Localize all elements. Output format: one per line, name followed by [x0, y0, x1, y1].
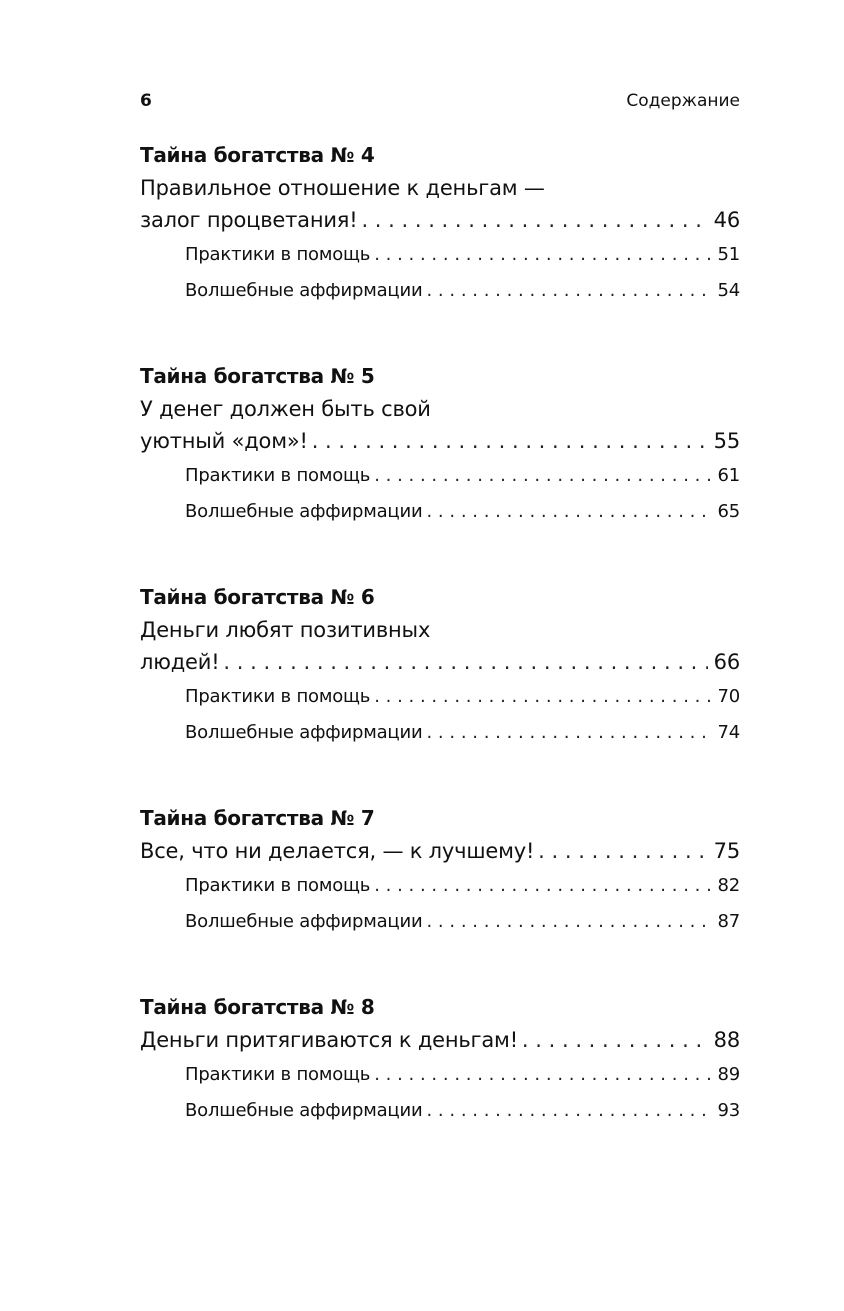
- page-ref: 89: [717, 1064, 740, 1085]
- subentry-title: Волшебные аффирмации: [185, 911, 423, 932]
- subentry-title: Практики в помощь: [185, 875, 371, 896]
- chapter-title: Деньги притягиваются к деньгам!: [140, 1028, 518, 1052]
- toc-subentry[interactable]: [140, 1062, 740, 1098]
- page-ref: 70: [717, 686, 740, 707]
- toc-subentry[interactable]: [140, 720, 740, 756]
- secret-label: Тайна богатства № 4: [140, 143, 375, 167]
- toc-chapter-entry[interactable]: [140, 646, 740, 678]
- toc-subentry[interactable]: [140, 242, 740, 278]
- subentry-title: Волшебные аффирмации: [185, 1100, 423, 1121]
- page-ref: 65: [717, 501, 740, 522]
- secret-label: Тайна богатства № 5: [140, 364, 375, 388]
- page-ref: 46: [713, 208, 740, 232]
- toc-subentry[interactable]: [140, 1098, 740, 1134]
- dot-leader: [538, 835, 708, 867]
- secret-label: Тайна богатства № 7: [140, 806, 375, 830]
- toc-section-6: [140, 584, 740, 756]
- book-page: [140, 0, 740, 1311]
- page-ref: 61: [717, 465, 740, 486]
- toc-section-7: [140, 805, 740, 945]
- secret-label: Тайна богатства № 6: [140, 585, 375, 609]
- toc-section-4: [140, 142, 740, 314]
- dot-leader: [426, 909, 711, 935]
- chapter-title: Все, что ни делается, — к лучшему!: [140, 839, 535, 863]
- toc-chapter-entry[interactable]: [140, 835, 740, 867]
- page-ref: 87: [717, 911, 740, 932]
- running-head: [140, 88, 740, 114]
- dot-leader: [361, 204, 707, 236]
- page-ref: 66: [713, 650, 740, 674]
- subentry-title: Практики в помощь: [185, 1064, 371, 1085]
- toc-section-8: [140, 994, 740, 1134]
- page-ref: 82: [717, 875, 740, 896]
- chapter-title-line: Правильное отношение к деньгам —: [140, 176, 545, 200]
- dot-leader: [374, 873, 711, 899]
- dot-leader: [426, 278, 711, 304]
- subentry-title: Волшебные аффирмации: [185, 722, 423, 743]
- running-title: Содержание: [626, 91, 740, 111]
- toc-subentry[interactable]: [140, 909, 740, 945]
- chapter-title: людей!: [140, 650, 220, 674]
- secret-label: Тайна богатства № 8: [140, 995, 375, 1019]
- toc-subentry[interactable]: [140, 278, 740, 314]
- page-ref: 55: [713, 429, 740, 453]
- dot-leader: [374, 242, 711, 268]
- chapter-title: залог процветания!: [140, 208, 358, 232]
- page-ref: 74: [717, 722, 740, 743]
- page-ref: 93: [717, 1100, 740, 1121]
- page-number: 6: [140, 91, 152, 111]
- subentry-title: Волшебные аффирмации: [185, 501, 423, 522]
- page-ref: 75: [713, 839, 740, 863]
- subentry-title: Практики в помощь: [185, 244, 371, 265]
- dot-leader: [374, 1062, 711, 1088]
- toc-subentry[interactable]: [140, 463, 740, 499]
- dot-leader: [426, 499, 711, 525]
- toc-chapter-entry[interactable]: [140, 204, 740, 236]
- toc-chapter-entry[interactable]: [140, 1024, 740, 1056]
- toc-chapter-entry[interactable]: [140, 425, 740, 457]
- toc-subentry[interactable]: [140, 499, 740, 535]
- dot-leader: [312, 425, 708, 457]
- chapter-title-line: У денег должен быть свой: [140, 397, 431, 421]
- dot-leader: [426, 1098, 711, 1124]
- subentry-title: Практики в помощь: [185, 686, 371, 707]
- dot-leader: [223, 646, 707, 678]
- page-ref: 88: [713, 1028, 740, 1052]
- subentry-title: Волшебные аффирмации: [185, 280, 423, 301]
- dot-leader: [522, 1024, 708, 1056]
- chapter-title-line: Деньги любят позитивных: [140, 618, 431, 642]
- dot-leader: [426, 720, 711, 746]
- subentry-title: Практики в помощь: [185, 465, 371, 486]
- dot-leader: [374, 463, 711, 489]
- page-ref: 51: [717, 244, 740, 265]
- page-ref: 54: [717, 280, 740, 301]
- toc-subentry[interactable]: [140, 684, 740, 720]
- toc-section-5: [140, 363, 740, 535]
- chapter-title: уютный «дом»!: [140, 429, 308, 453]
- toc-subentry[interactable]: [140, 873, 740, 909]
- dot-leader: [374, 684, 711, 710]
